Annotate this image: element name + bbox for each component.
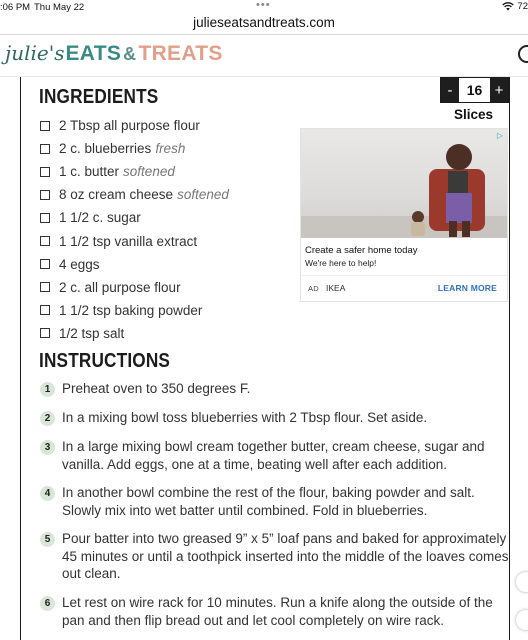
logo-eats: EATS [65,42,122,65]
ingredient-checkbox[interactable] [40,144,50,154]
search-icon[interactable] [518,45,528,63]
ad-learn-more-button[interactable]: LEARN MORE [437,283,497,293]
instruction-step [40,594,510,629]
ad-divider [301,275,507,276]
address-bar[interactable]: julieseatsandtreats.com [193,15,335,30]
ingredient-text: 8 oz cream cheese [59,187,174,203]
instruction-step [40,484,510,519]
step-number: 1 [40,382,55,397]
ingredient-item[interactable] [40,160,229,183]
ingredient-checkbox[interactable] [40,190,50,200]
instruction-step [40,409,510,427]
ad-subtext: We're here to help! [305,258,377,268]
ad-badge: AD [308,284,320,293]
ingredients-heading: INGREDIENTS [39,86,159,108]
status-time: :06 PM [0,2,31,13]
step-text: In a mixing bowl toss blueberries with 2 Tbsp flour. Set aside. [62,410,428,425]
servings-unit-label: Slices [454,107,494,122]
step-text: In another bowl combine the rest of the flour, baking powder and salt. Slowly mix into wet batter until combined. Fold in blueberries. [62,485,475,518]
ingredient-item[interactable] [40,253,229,276]
ingredient-note: fresh [155,141,186,157]
ingredient-note: softened [123,164,175,180]
ingredient-item[interactable] [40,206,229,229]
multitasking-dots-icon[interactable]: ••• [256,0,271,11]
wifi-icon [502,2,514,11]
ingredient-item[interactable] [40,299,229,322]
ingredients-list [40,114,229,345]
site-header [0,35,528,77]
step-number: 4 [40,486,55,501]
ingredient-checkbox[interactable] [40,121,50,131]
ingredient-item[interactable] [40,322,229,345]
status-indicators [502,1,528,12]
step-text: In a large mixing bowl cream together butter, cream cheese, sugar and vanilla. Add eggs, one at a time, beating well after each addition. [62,439,485,472]
ingredient-text: 1 1/2 tsp vanilla extract [59,233,198,249]
ad-photo[interactable] [301,129,507,238]
step-number: 3 [40,440,55,455]
step-text: Pour batter into two greased 9” x 5” loaf pans and baked for approximately 45 minutes or until a toothpick inserted into the middle of the loaves comes out clean. [62,531,509,581]
ingredient-checkbox[interactable] [40,259,50,269]
ad-choices-icon[interactable]: ▷ [496,131,504,140]
ingredient-text: 1 1/2 tsp baking powder [59,302,203,318]
step-text: Preheat oven to 350 degrees F. [62,381,251,396]
status-bar [0,0,528,14]
ad-person-illustration [301,129,507,238]
site-logo[interactable] [5,41,223,71]
ingredient-text: 4 eggs [59,256,100,272]
servings-increase-button[interactable]: + [490,78,508,102]
floating-action-button[interactable] [516,610,528,630]
servings-decrease-button[interactable]: - [441,78,459,102]
floating-action-button[interactable] [516,572,528,592]
ingredient-checkbox[interactable] [40,282,50,292]
logo-treats: TREATS [138,42,223,65]
ingredient-item[interactable] [40,114,229,137]
step-text: Let rest on wire rack for 10 minutes. Run a knife along the outside of the pan and then flip bread out and let cool completely on wire rack. [62,595,493,628]
ingredient-text: 2 c. all purpose flour [59,279,181,295]
ingredient-checkbox[interactable] [40,167,50,177]
step-number: 5 [40,532,55,547]
ad-brand: IKEA [326,283,346,293]
logo-ampersand: & [123,44,137,64]
instruction-step [40,380,510,398]
instructions-heading: INSTRUCTIONS [39,350,171,372]
ingredient-item[interactable] [40,137,229,160]
ingredient-item[interactable] [40,183,229,206]
instruction-step [40,530,510,583]
servings-adjuster [440,77,509,103]
ingredient-text: 2 Tbsp all purpose flour [59,118,200,134]
ingredient-item[interactable] [40,229,229,252]
step-number: 6 [40,596,55,611]
ingredient-text: 1 1/2 c. sugar [59,210,141,226]
servings-value[interactable]: 16 [459,78,490,102]
status-date: Thu May 22 [34,2,85,13]
step-number: 2 [40,411,55,426]
ingredient-checkbox[interactable] [40,213,50,223]
ingredient-text: 1/2 tsp salt [59,325,125,341]
ingredient-text: 1 c. butter [59,164,120,180]
instruction-step [40,438,510,473]
ingredient-text: 2 c. blueberries [59,141,152,157]
ingredient-checkbox[interactable] [40,328,50,338]
battery-percentage: 72 [517,1,528,12]
advertisement[interactable] [300,128,508,302]
ingredient-checkbox[interactable] [40,305,50,315]
ingredient-item[interactable] [40,276,229,299]
ingredient-checkbox[interactable] [40,236,50,246]
ad-headline[interactable]: Create a safer home today [305,245,418,256]
logo-script: julie's [5,41,65,65]
ingredient-note: softened [177,187,229,203]
